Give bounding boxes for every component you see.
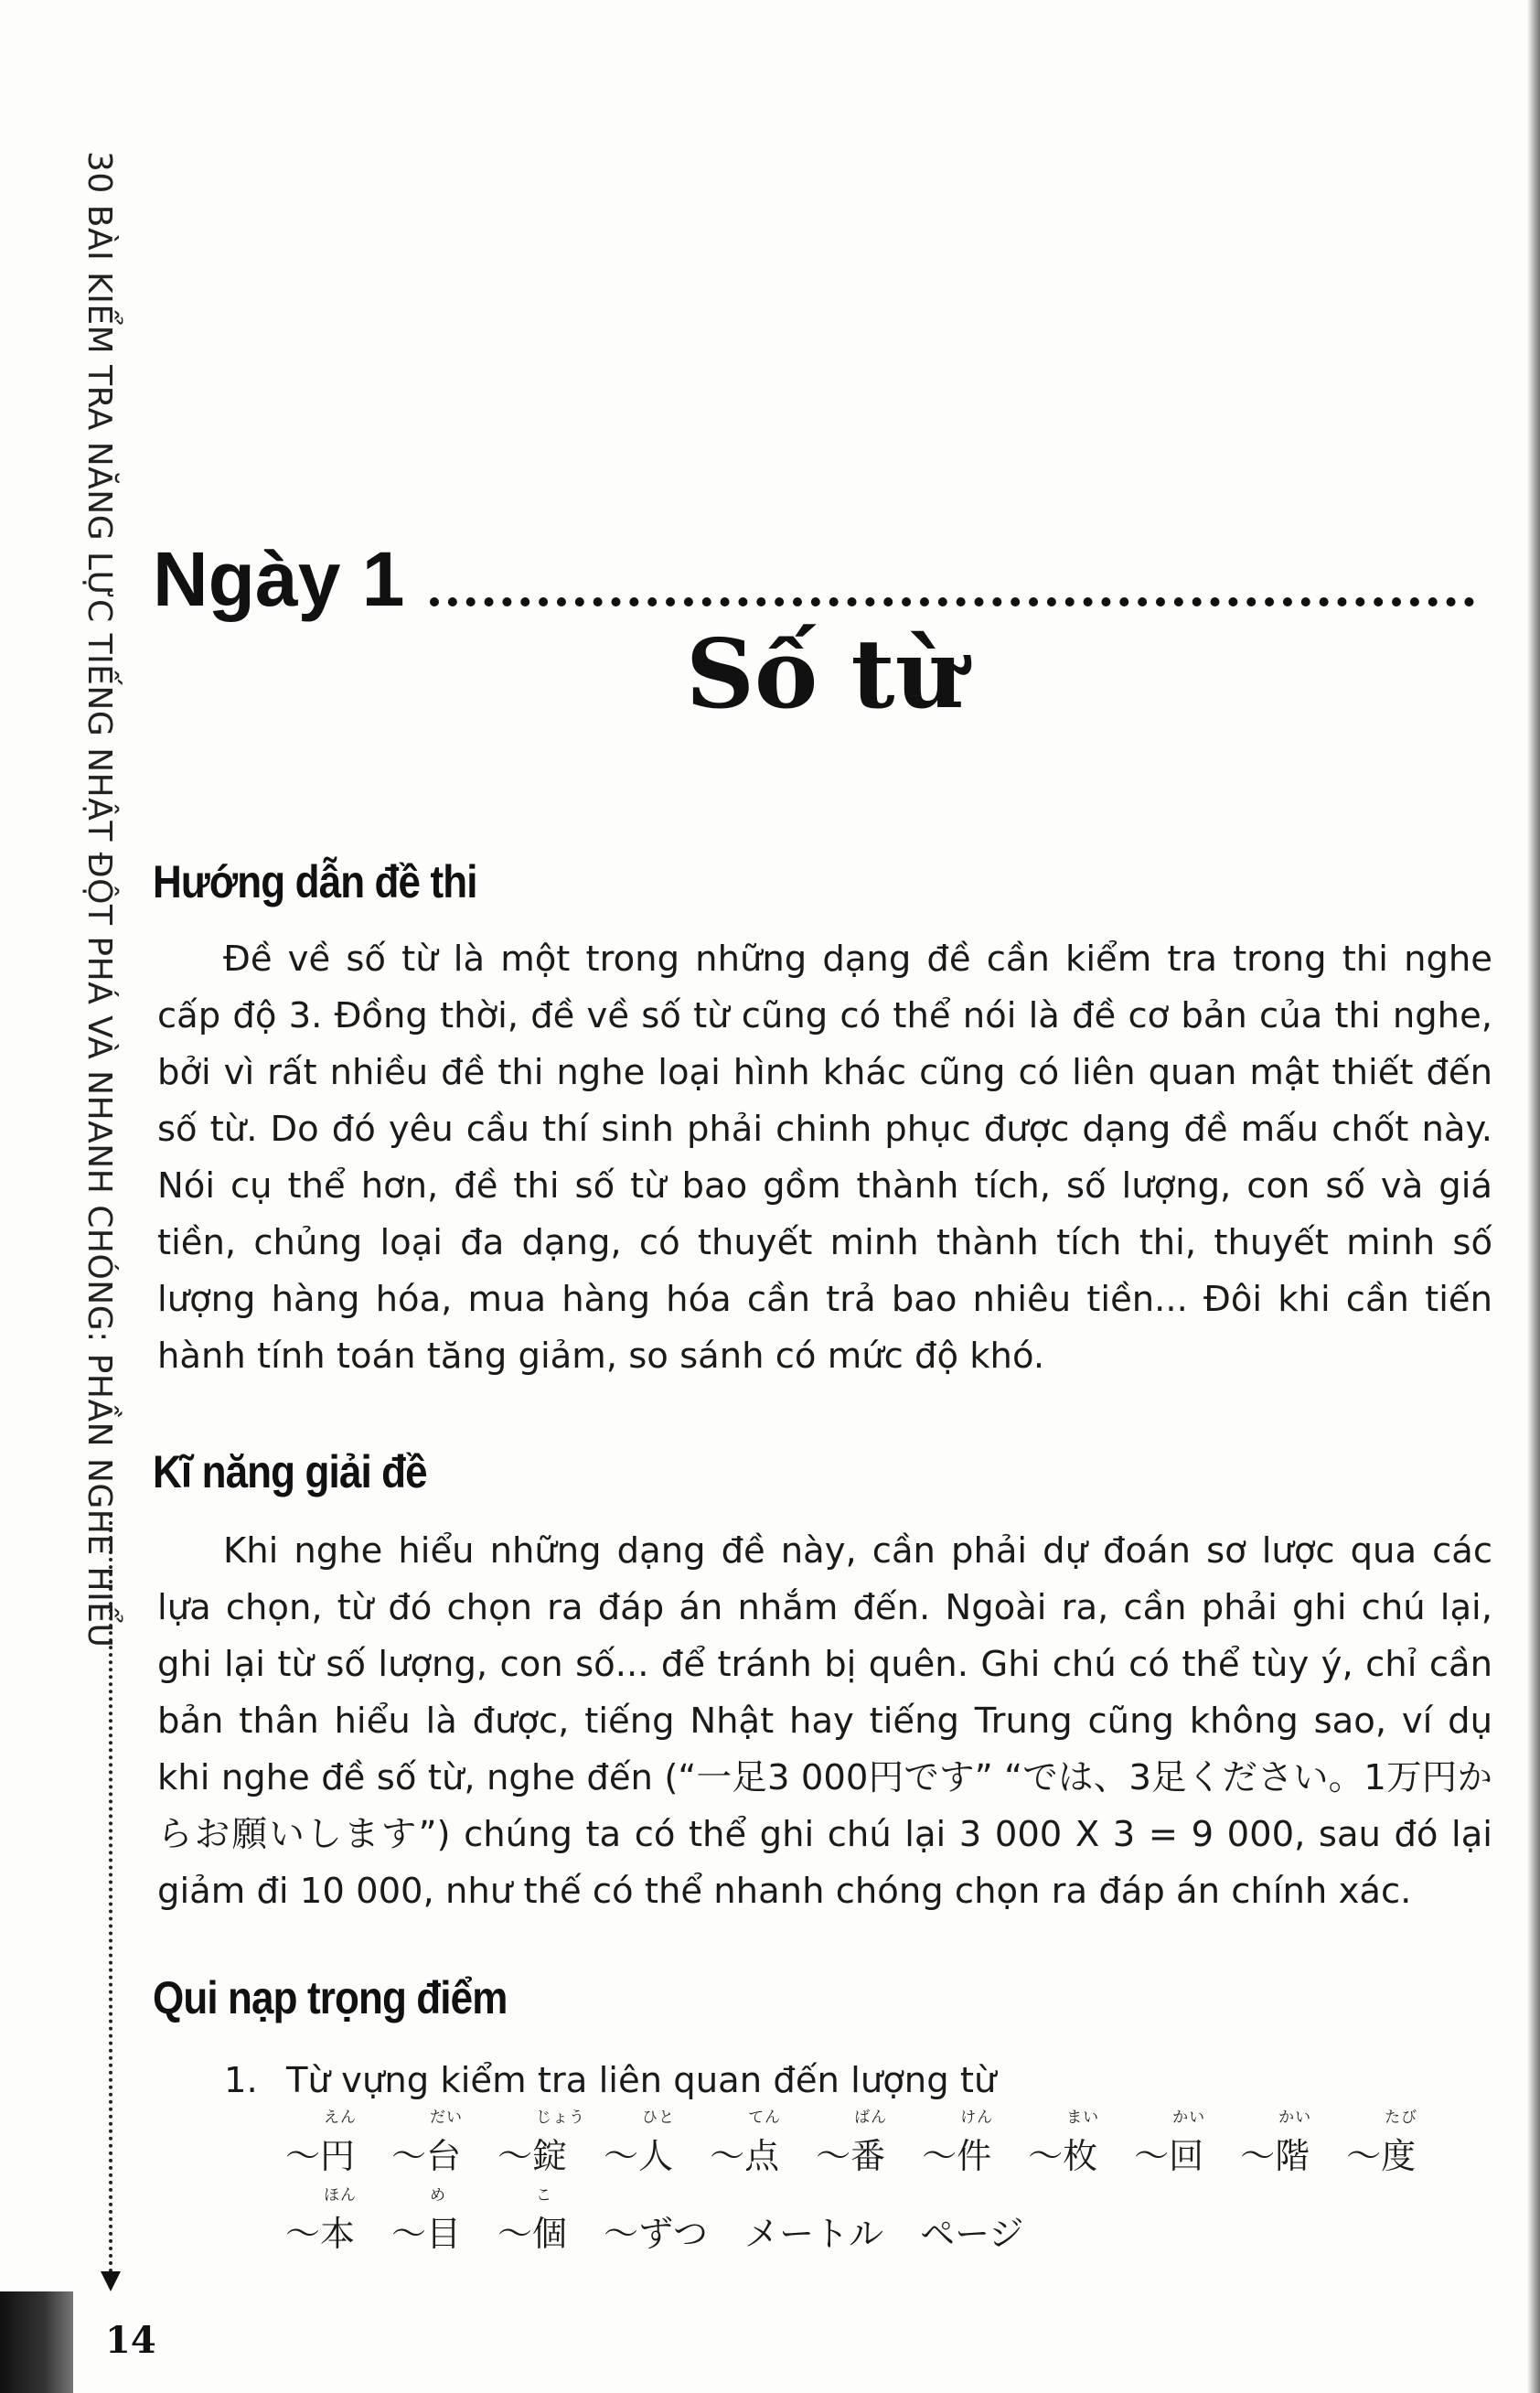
vocab-item xyxy=(391,2182,461,2256)
day-header xyxy=(153,517,1474,622)
guide-paragraph: Đề về số từ là một trong những dạng đề cần kiểm tra trong thi nghe cấp độ 3. Đồng thời, đề về số từ cũng có thể nói là đề cơ bản của thi nghe, bởi vì rất nhiều đề thi nghe loại hình khác cũng có liên quan mật thiết đến số từ. Do đó yêu cầu thí sinh phải chinh phục được dạng đề mấu chốt này. Nói cụ thể hơn, đề thi số từ bao gồm thành tích, số lượng, con số và giá tiền, chủng loại đa dạng, có thuyết minh thành tích thi, thuyết minh số lượng hàng hóa, mua hàng hóa cần trả bao nhiêu tiền... Đôi khi cần tiến hành tính toán tăng giảm, so sánh có mức độ khó. xyxy=(157,939,1492,1377)
furigana: ばん xyxy=(854,2109,888,2127)
vocab-text: ～枚 xyxy=(1028,2136,1098,2176)
furigana: め xyxy=(430,2186,447,2205)
furigana: じょう xyxy=(536,2109,586,2127)
furigana: てん xyxy=(748,2109,782,2127)
furigana: けん xyxy=(960,2109,994,2127)
furigana: たび xyxy=(1385,2109,1418,2127)
vocab-text: ～階 xyxy=(1240,2136,1310,2176)
guide-heading: Hướng dẫn đề thi xyxy=(153,856,477,907)
furigana: だい xyxy=(430,2109,464,2127)
vocab-item xyxy=(1346,2104,1416,2178)
vocab-item xyxy=(1028,2104,1100,2178)
vocab-item xyxy=(922,2104,994,2178)
list-item xyxy=(224,2054,1413,2109)
vocab-text: ～錠 xyxy=(497,2136,568,2176)
side-dotted-rule xyxy=(109,1514,112,2273)
vocab-text: ～ずつ xyxy=(604,2214,709,2254)
furigana: ひと xyxy=(642,2109,676,2127)
vocab-item xyxy=(816,2104,888,2178)
vocab-item xyxy=(285,2104,355,2178)
furigana: こ xyxy=(536,2186,553,2205)
furigana: かい xyxy=(1172,2109,1206,2127)
skill-paragraph: Khi nghe hiểu những dạng đề này, cần phải dự đoán sơ lược qua các lựa chọn, từ đó chọn ra đáp án nhắm đến. Ngoài ra, cần phải ghi chú lại, ghi lại từ số lượng, con số... để tránh bị quên. Ghi chú có thể tùy ý, chỉ cần bản thân hiểu là được, tiếng Nhật hay tiếng Trung cũng không sao, ví dụ khi nghe đề số từ, nghe đến (“一足3 000円です” “では、3足ください。1万円からお願いします”) chúng ta có thể ghi chú lại 3 000 X 3 = 9 000, sau đó lại giảm đi 10 000, như thế có thể nhanh chóng chọn ra đáp án chính xác. xyxy=(157,1530,1492,1912)
list-number: 1. xyxy=(224,2060,258,2101)
day-dotted-leader xyxy=(430,597,1474,606)
furigana: えん xyxy=(324,2109,357,2127)
list-item-text: Từ vựng kiểm tra liên quan đến lượng từ xyxy=(286,2060,997,2101)
vocab-text: ～件 xyxy=(922,2136,992,2176)
down-arrow-icon xyxy=(101,2271,121,2291)
vocab-text: メートル xyxy=(744,2214,884,2254)
vocab-row-1 xyxy=(285,2104,1416,2178)
vocab-row-2 xyxy=(285,2182,1023,2256)
vocab-item xyxy=(920,2182,1023,2256)
vocab-item xyxy=(604,2104,676,2178)
summary-heading: Qui nạp trọng điểm xyxy=(153,1972,508,2023)
vocab-text: ～度 xyxy=(1346,2136,1417,2176)
skill-heading: Kĩ năng giải đề xyxy=(153,1446,427,1497)
furigana: かい xyxy=(1278,2109,1312,2127)
lesson-title: Số từ xyxy=(685,617,965,730)
vocab-text: ～回 xyxy=(1134,2136,1204,2176)
vocab-text: ～点 xyxy=(710,2136,780,2176)
vocab-item xyxy=(710,2104,782,2178)
page-edge-shadow xyxy=(1527,0,1540,2393)
vocab-text: ～目 xyxy=(391,2214,462,2254)
vocab-text: ～個 xyxy=(497,2214,568,2254)
vocab-text: ～円 xyxy=(285,2136,356,2176)
vocab-item xyxy=(497,2182,567,2256)
vocab-item xyxy=(1134,2104,1206,2178)
vocab-item xyxy=(497,2104,586,2178)
page-number: 14 xyxy=(105,2319,156,2362)
vocab-text: ～台 xyxy=(391,2136,462,2176)
vocab-text: ～番 xyxy=(816,2136,886,2176)
vocab-text: ～人 xyxy=(604,2136,674,2176)
vocab-item xyxy=(604,2182,708,2256)
furigana: ほん xyxy=(324,2186,357,2205)
vocab-item xyxy=(744,2182,883,2256)
running-title: 30 BÀI KIỂM TRA NĂNG LỰC TIẾNG NHẬT ĐỘT PHÁ VÀ NHANH CHÓNG: PHẦN NGHE HIỂU xyxy=(80,151,118,1648)
vocab-item xyxy=(285,2182,355,2256)
day-label: Ngày 1 xyxy=(153,536,405,622)
vocab-item xyxy=(391,2104,464,2178)
furigana: まい xyxy=(1066,2109,1100,2127)
vocab-item xyxy=(1240,2104,1310,2178)
page-corner-shadow xyxy=(0,2291,73,2393)
vocab-text: ～本 xyxy=(285,2214,356,2254)
vocab-text: ページ xyxy=(920,2214,1024,2254)
